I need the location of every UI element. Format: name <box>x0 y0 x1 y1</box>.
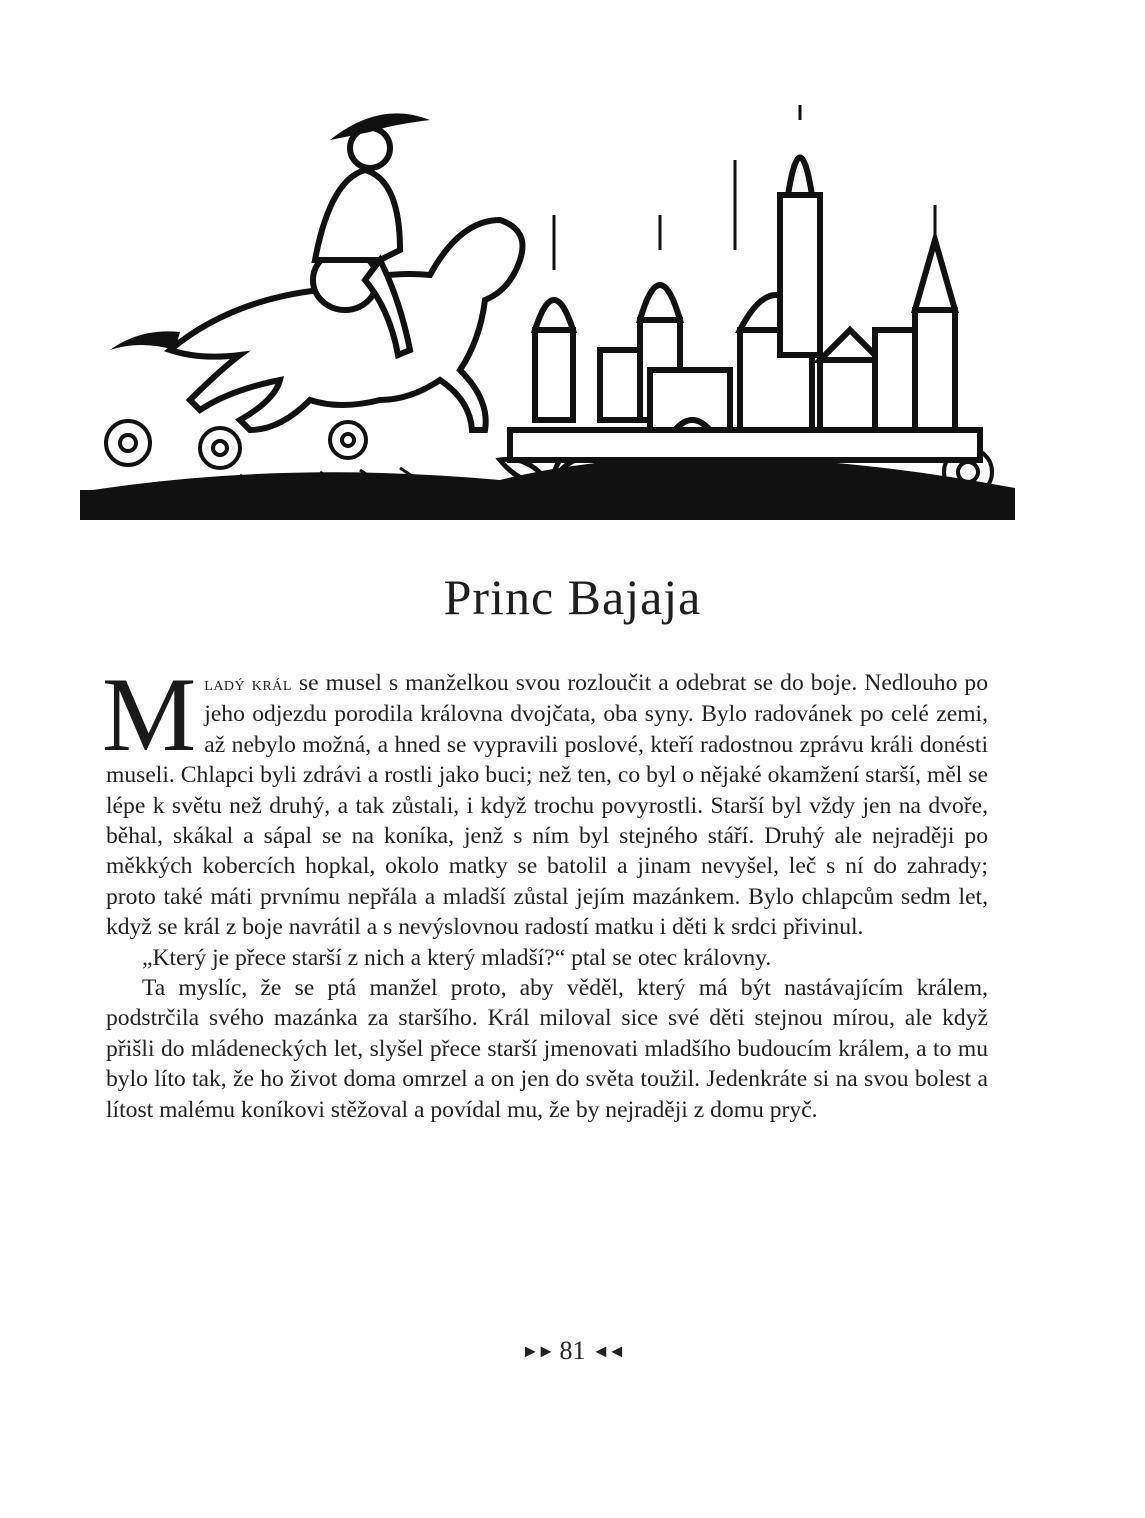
page-number: 81 <box>559 1336 586 1365</box>
arrows-right-icon: ◄◄ <box>592 1341 624 1361</box>
paragraph-1-text: se musel s manželkou svou rozloučit a odebrat se do boje. Nedlouho po jeho odjezdu porodila královna dvojčata, oba syny. Bylo radovánek po celé zemi, až nebylo možná, a hned se vypravili poslové, kteří radostnou zprávu králi donésti museli. Chlapci byli zdrávi a rostli jako buci; než ten, co byl o nějaké okamžení starší, měl se lépe k světu než druhý, a tak zůstali, i když trochu povyrostli. Starší byl vždy jen na dvoře, běhal, skákal a sápal se na koníka, jenž s ním byl stejného stáří. Druhý ale nejraději po měkkých kobercích hopkal, okolo matky se batolil a jinam nevyšel, leč s ní do zahrady; proto také máti prvnímu nepřála a mladší zůstal jejím mazánkem. Bylo chlapcům sedm let, když se král z boje navrátil a s nevýslovnou radostí matku i děti k srdci přivinul. <box>106 670 988 941</box>
paragraph-2: „Který je přece starší z nich a který mladší?“ ptal se otec královny. <box>142 944 772 971</box>
lead-in-smallcaps: ladý král <box>204 673 292 695</box>
chapter-body <box>102 656 988 1125</box>
arrows-left-icon: ►► <box>521 1341 553 1361</box>
paragraph-1 <box>102 656 988 943</box>
page-footer <box>0 1336 1145 1366</box>
chapter-title: Princ Bajaja <box>443 569 702 625</box>
chapter-illustration <box>80 100 1015 530</box>
paragraph-3: Ta myslíc, že se ptá manžel proto, aby věděl, který má být nastávajícím králem, podstrčila svého mazánka za staršího. Král miloval sice své děti stejnou mírou, ale když přišli do mládeneckých let, slyšel přece starší jmenovati mladšího budoucím králem, a to mu bylo líto tak, že ho život doma omrzel a on jen do světa toužil. Jedenkráte si na svou bolest a lítost malému koníkovi stěžoval a povídal mu, že by nejraději z domu pryč. <box>106 975 988 1123</box>
drop-cap: M <box>102 656 197 773</box>
illustration-baseline <box>80 490 1015 520</box>
